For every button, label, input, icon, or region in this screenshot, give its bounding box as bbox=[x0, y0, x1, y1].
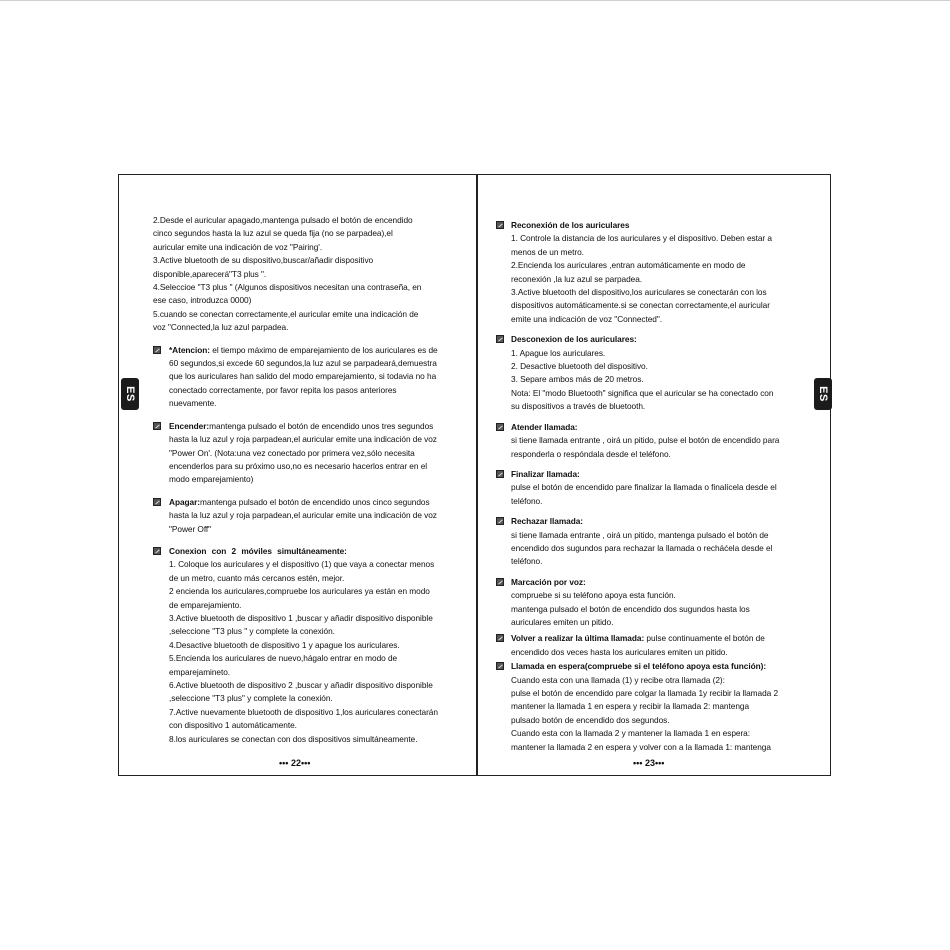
text-line: hasta la luz azul y roja parpadean,el auricular emite una indicación de voz bbox=[169, 434, 437, 445]
checkbox-bullet-icon bbox=[153, 346, 161, 354]
section-finalizar-llamada bbox=[496, 468, 810, 508]
section-conexion bbox=[153, 545, 463, 746]
language-tab: ES bbox=[814, 378, 832, 410]
checkbox-bullet-icon bbox=[496, 634, 504, 642]
text-line: 8.los auriculares se conectan con dos dispositivos simultáneamente. bbox=[169, 733, 418, 744]
checkbox-bullet-icon bbox=[153, 547, 161, 555]
text-line: responderla o respóndala desde el teléfono. bbox=[511, 448, 671, 459]
text-line: emparejamineto. bbox=[169, 666, 231, 677]
text-line: 3.Active bluetooth del dispositivo,los auriculares se conectarán con los bbox=[511, 287, 767, 298]
text-line: voz "Connected,la luz azul parpadea. bbox=[153, 322, 289, 333]
section-title: Encender: bbox=[169, 420, 210, 431]
text-line: Nota: El "modo Bluetooth" significa que el auricular se ha conectado con bbox=[511, 387, 774, 398]
section-title: Apagar: bbox=[169, 496, 200, 507]
text-line: pulse continuamente el botón de bbox=[644, 633, 765, 644]
text-line: 3. Separe ambos más de 20 metros. bbox=[511, 374, 644, 385]
section-desconexion bbox=[496, 333, 810, 413]
section-apagar bbox=[153, 496, 463, 536]
text-line: reconexión ,la luz azul se parpadea. bbox=[511, 273, 643, 284]
text-line: encenderlos para su próximo uso,no es necesario hacerlos entrar en el bbox=[169, 460, 428, 471]
section-title: Conexion con 2 móviles simultáneamente: bbox=[169, 545, 347, 556]
text-line: 1. Apague los auriculares. bbox=[511, 347, 606, 358]
pairing-steps bbox=[153, 214, 463, 335]
section-title: Atender llamada: bbox=[511, 421, 578, 432]
checkbox-bullet-icon bbox=[496, 470, 504, 478]
text-line: modo emparejamiento) bbox=[169, 474, 254, 485]
text-line: 2 encienda los auriculares,compruebe los auriculares ya están en modo bbox=[169, 586, 430, 597]
text-line: disponible,aparecerá"T3 plus ". bbox=[153, 268, 267, 279]
section-atender-llamada bbox=[496, 421, 810, 461]
section-title: *Atencion: bbox=[169, 344, 210, 355]
text-line: Cuando esta con la llamada 2 y mantener la llamada 1 en espera: bbox=[511, 728, 750, 739]
text-line: si tiene llamada entrante , oirá un pitido, mantenga pulsado el botón de bbox=[511, 529, 769, 540]
text-line: el tiempo máximo de emparejamiento de los auriculares es de bbox=[210, 344, 438, 355]
text-line: 5.cuando se conectan correctamente,el auricular emite una indicación de bbox=[153, 308, 419, 319]
page-22-content bbox=[153, 214, 463, 746]
top-rule bbox=[0, 0, 950, 1]
text-line: si tiene llamada entrante , oirá un pitido, pulse el botón de encendido para bbox=[511, 435, 780, 446]
section-title: Llamada en espera(compruebe si el teléfono apoya esta función): bbox=[511, 661, 767, 672]
text-line: 1. Controle la distancia de los auriculares y el dispositivo. Deben estar a bbox=[511, 233, 772, 244]
text-line: 2. Desactive bluetooth del dispositivo. bbox=[511, 361, 648, 372]
checkbox-bullet-icon bbox=[153, 498, 161, 506]
text-line: "Power Off" bbox=[169, 523, 212, 534]
section-atencion bbox=[153, 344, 463, 411]
text-line: cinco segundos hasta la luz azul se queda fija (no se parpadea),el bbox=[153, 228, 393, 239]
page-23 bbox=[478, 175, 830, 775]
text-line: mantenga pulsado el botón de encendido unos tres segundos bbox=[209, 420, 434, 431]
checkbox-bullet-icon bbox=[496, 662, 504, 670]
text-line: nuevamente. bbox=[169, 398, 217, 409]
text-line: "Power On'. (Nota:una vez conectado por primera vez,sólo necesita bbox=[169, 447, 415, 458]
section-marcacion-voz bbox=[496, 576, 810, 630]
checkbox-bullet-icon bbox=[496, 517, 504, 525]
text-line: 6.Active bluetooth de dispositivo 2 ,buscar y añadir dispositivo disponible bbox=[169, 680, 433, 690]
text-line: 4.Seleccioe "T3 plus " (Algunos dispositivos necesitan una contraseña, en bbox=[153, 282, 422, 293]
text-line: 4.Desactive bluetooth de dispositivo 1 y apague los auriculares. bbox=[169, 639, 400, 650]
section-encender bbox=[153, 420, 463, 487]
text-line: conectado correctamente, por favor repita los pasos anteriores bbox=[169, 384, 397, 395]
text-line: pulsado botón de encendido dos segundos. bbox=[511, 714, 670, 725]
text-line: 1. Coloque los auriculares y el dispositivo (1) que vaya a conectar menos bbox=[169, 559, 435, 570]
section-title: Volver a realizar la última llamada: bbox=[511, 633, 645, 644]
checkbox-bullet-icon bbox=[496, 335, 504, 343]
section-llamada-espera bbox=[496, 660, 810, 754]
text-line: auricular emite una indicación de voz "Pairing'. bbox=[153, 241, 323, 252]
section-rechazar-llamada bbox=[496, 515, 810, 569]
page-22 bbox=[119, 175, 476, 775]
checkbox-bullet-icon bbox=[496, 423, 504, 431]
text-line: mantenga pulsado el botón de encendido unos cinco segundos bbox=[200, 496, 430, 507]
text-line: ese caso, introduzca 0000) bbox=[153, 295, 252, 306]
text-line: 2.Desde el auricular apagado,mantenga pulsado el botón de encendido bbox=[153, 215, 413, 225]
text-line: hasta la luz azul y roja parpadean,el auricular emite una indicación de voz bbox=[169, 510, 437, 521]
text-line: compruebe si su teléfono apoya esta función. bbox=[511, 590, 676, 601]
text-line: encendido dos sugundos para rechazar la llamada o recháćela desde el bbox=[511, 542, 773, 553]
text-line: mantenga pulsado el botón de encendido dos sugundos hasta los bbox=[511, 603, 750, 614]
text-line: emite una indicación de voz "Connected". bbox=[511, 313, 663, 324]
section-title: Finalizar llamada: bbox=[511, 468, 580, 479]
text-line: pulse el botón de encendido pare colgar la llamada 1y recibir la llamada 2 bbox=[511, 688, 779, 698]
text-line: con dispositivo 1 automáticamente. bbox=[169, 720, 297, 731]
page-23-content bbox=[496, 212, 810, 754]
text-line: que los auriculares han salido del modo emparejamiento, si todavia no ha bbox=[169, 371, 437, 382]
language-tab: ES bbox=[121, 378, 139, 410]
text-line: mantener la llamada 1 en espera y recibir la llamada 2: mantenga bbox=[511, 701, 750, 712]
text-line: 2.Encienda los auriculares ,entran automáticamente en modo de bbox=[511, 260, 746, 271]
text-line: 3.Active bluetooth de su dispositivo,buscar/añadir dispositivo bbox=[153, 255, 374, 266]
page-number: ••• 22••• bbox=[279, 758, 311, 768]
manual-spread bbox=[118, 174, 831, 776]
text-line: su dispositivos a través de bluetooth. bbox=[511, 401, 646, 412]
text-line: menos de un metro. bbox=[511, 246, 584, 257]
text-line: 60 segundos,si excede 60 segundos,la luz azul se parpadeará,demuestra bbox=[169, 358, 437, 369]
text-line: 5.Encienda los auriculares de nuevo,hágalo entrar en modo de bbox=[169, 653, 398, 664]
section-title: Rechazar llamada: bbox=[511, 516, 584, 527]
text-line: mantener la llamada 2 en espera y volver con a la llamada 1: mantenga bbox=[511, 741, 771, 752]
section-title: Desconexion de los auriculares: bbox=[511, 334, 637, 345]
text-line: ,seleccione "T3 plus" y complete la conexión. bbox=[169, 693, 333, 704]
text-line: teléfono. bbox=[511, 495, 543, 506]
text-line: auriculares emiten un pitido. bbox=[511, 616, 614, 627]
section-title: Marcación por voz: bbox=[511, 576, 586, 587]
section-volver-llamada bbox=[496, 632, 810, 659]
text-line: encendido dos veces hasta los auriculares emiten un pitido. bbox=[511, 646, 728, 657]
text-line: teléfono. bbox=[511, 556, 543, 567]
checkbox-bullet-icon bbox=[496, 578, 504, 586]
checkbox-bullet-icon bbox=[153, 422, 161, 430]
text-line: de un metro, cuanto más cercanos estén, mejor. bbox=[169, 572, 345, 583]
text-line: de emparejamiento. bbox=[169, 599, 242, 610]
section-reconexion bbox=[496, 219, 810, 326]
text-line: 7.Active nuevamente bluetooth de dispositivo 1,los auriculares conectarán bbox=[169, 706, 438, 717]
text-line: 3.Active bluetooth de dispositivo 1 ,buscar y añadir dispositivo disponible bbox=[169, 612, 433, 623]
text-line: dispositivos automáticamente.si se conectan correctamente,el auricular bbox=[511, 300, 770, 311]
text-line: ,seleccione "T3 plus " y complete la conexión. bbox=[169, 626, 335, 637]
text-line: pulse el botón de encendido pare finalizar la llamada o finalícela desde el bbox=[511, 482, 777, 493]
page-number: ••• 23••• bbox=[633, 758, 665, 768]
section-title: Reconexión de los auriculares bbox=[511, 220, 630, 230]
text-line: Cuando esta con una llamada (1) y recibe otra llamada (2): bbox=[511, 674, 725, 685]
checkbox-bullet-icon bbox=[496, 221, 504, 229]
